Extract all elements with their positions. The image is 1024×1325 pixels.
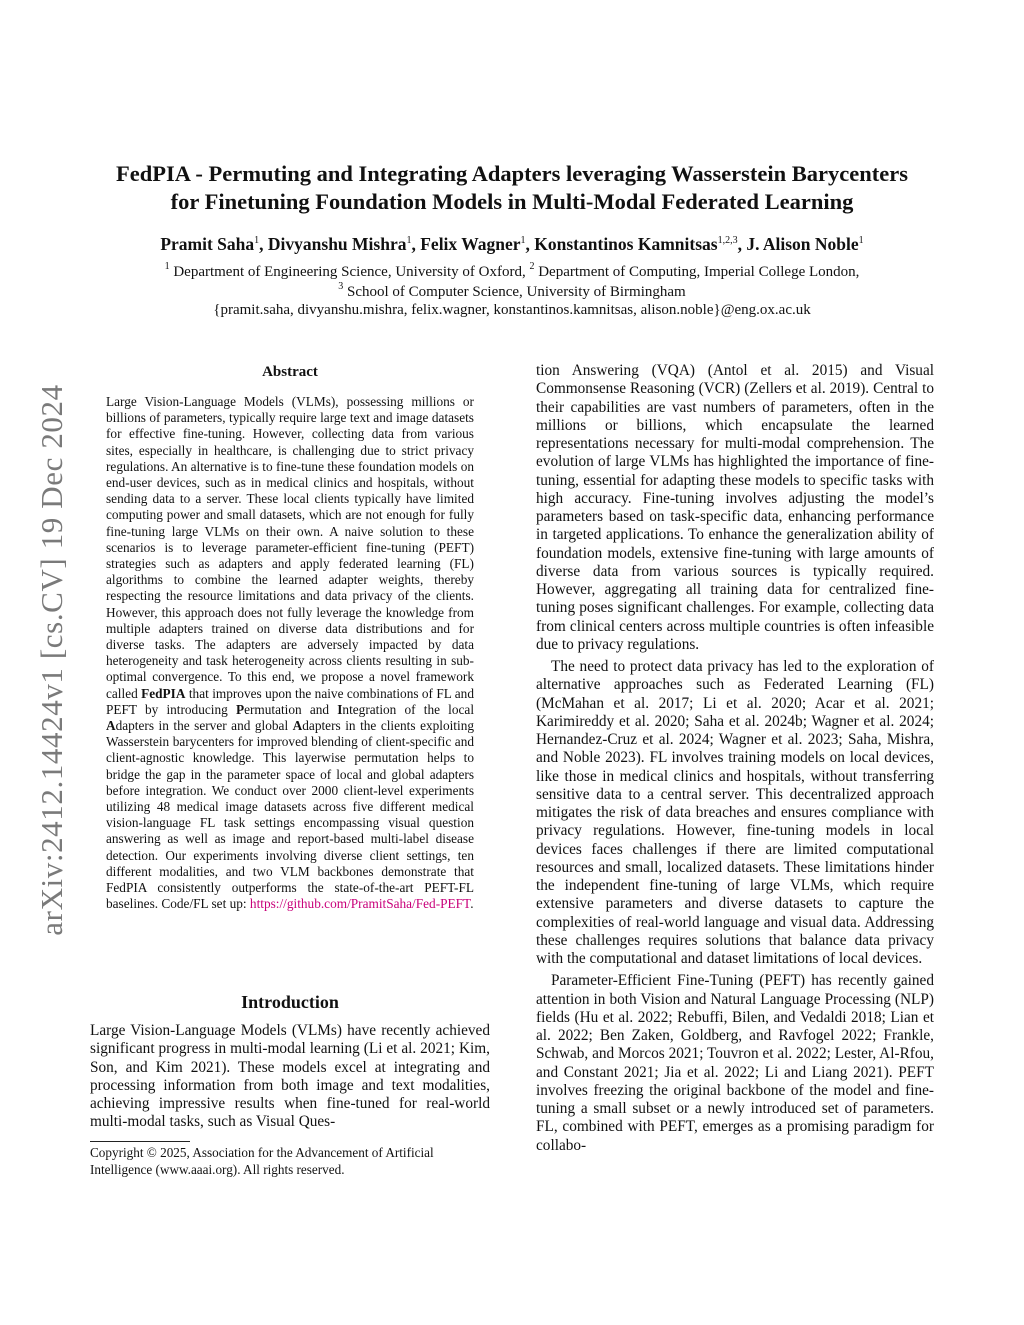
- author-name: Divyanshu Mishra: [267, 234, 407, 254]
- author-list: Pramit Saha$^1$, Divyanshu Mishra$^1$, Felix Wagner$^1$, Konstantinos Kamnitsas$^{1,2,3}$, J. Alison Noble$^1$: [160, 234, 864, 254]
- author-name: Felix Wagner: [420, 234, 521, 254]
- code-repository-link[interactable]: https://github.com/PramitSaha/Fed-PEFT: [249, 896, 471, 912]
- affiliation-line-2: $^3$ School of Computer Science, University of Birmingham: [338, 281, 686, 300]
- intro-paragraph: Parameter-Efficient Fine-Tuning (PEFT) has recently gained attention in both Vision and Natural Language Processing (NLP) fields (Hu et al. 2022; Rebuffi, Bilen, and Vedaldi 2018; Lian et al. 2022; Ben Zaken, Goldberg, and Ravfogel 2022; Frankle, Schwab, and Morcos 2021; Touvron et al. 2022; Lester, Al-Rfou, and Constant 2021; Jia et al. 2022; Li and Liang 2021). PEFT involves freezing the original backbone of the model and fine-tuning a small subset or a newly introduced set of parameters. FL, combined with PEFT, emerges as a promising paradigm for collabo-: [536, 972, 934, 1154]
- intro-paragraph: tion Answering (VQA) (Antol et al. 2015) and Visual Commonsense Reasoning (VCR) (Zellers et al. 2019). Central to their capabilities are vast numbers of parameters, often in the millions or billions, which encapsulate the learned representations necessary for multi-modal comprehension. The evolution of large VLMs has highlighted the importance of fine-tuning, essential for adapting these models to specific tasks with high accuracy. Fine-tuning involves adjusting the model’s parameters based on task-specific data, enhancing performance in targeted applications. To enhance the generalization ability of foundation models, extensive fine-tuning with large amounts of diverse data from various sources is typically required. However, aggregating all training data for centralized fine-tuning poses significant challenges. For example, collecting data from clinical centers across multiple countries is often infeasible due to privacy regulations.: [536, 362, 934, 653]
- author-emails: {pramit.saha, divyanshu.mishra, felix.wagner, konstantinos.kamnitsas, alison.noble}@eng.ox.ac.uk: [213, 302, 811, 318]
- author-name: Konstantinos Kamnitsas: [534, 234, 718, 254]
- title-line-2: for Finetuning Foundation Models in Multi-Modal Federated Learning: [170, 189, 854, 214]
- title-line-1: FedPIA - Permuting and Integrating Adapters leveraging Wasserstein Barycenters: [115, 161, 908, 186]
- author-affiliation-mark: 1: [406, 235, 412, 246]
- affiliation-line-1: $^1$ Department of Engineering Science, University of Oxford, $^2$ Department of Computing, Imperial College London,: [164, 261, 860, 280]
- introduction-heading: Introduction: [241, 992, 339, 1012]
- author-affiliation-mark: 1,2,3: [717, 235, 738, 246]
- affiliation-oxford: Department of Engineering Science, University of Oxford,: [173, 264, 526, 280]
- author-name: Pramit Saha: [160, 234, 255, 254]
- abstract-body: Large Vision-Language Models (VLMs), possessing millions or billions of parameters, typically require large text and image datasets for effective fine-tuning. However, collecting data from various sites, especially in healthcare, is challenging due to strict privacy regulations. An alternative is to fine-tune these foundation models on end-user devices, such as in medical clinics and hospitals, without sending data to a server. These local clients typically have limited computing power and small datasets, which are not enough for fully fine-tuning large VLMs on their own. A naive solution to these scenarios is to leverage parameter-efficient fine-tuning (PEFT) strategies such as adapters and apply federated learning (FL) algorithms to combine the learned adapter weights, thereby respecting the resource limitations and data privacy of the clients. However, this approach does not fully leverage the knowledge from multiple adapters trained on diverse data distributions and for diverse tasks. The adapters are adversely impacted by data heterogeneity and task heterogeneity across clients resulting in sub-optimal convergence. To this end, we propose a novel framework called FedPIA that improves upon the naive combinations of FL and PEFT by introducing Permutation and Integration of the local Adapters in the server and global Adapters in the clients exploiting Wasserstein barycenters for improved blending of client-specific and client-agnostic knowledge. This layerwise permutation helps to bridge the gap in the parameter space of local and global adapters before integration. We conduct over 2000 client-level experiments utilizing 48 medical image datasets across five different medical vision-language FL task settings encompassing visual question answering as well as image and report-based multi-label disease detection. Our experiments involving diverse client settings, ten different modalities, and two VLM backbones demonstrate that FedPIA consistently outperforms the state-of-the-art PEFT-FL baselines. Code/FL set up: https://github.com/PramitSaha/Fed-PEFT.: [106, 394, 475, 912]
- introduction-right-column: [536, 362, 934, 1155]
- intro-paragraph: Large Vision-Language Models (VLMs) have recently achieved significant progress in multi-modal learning (Li et al. 2021; Kim, Son, and Kim 2021). These models excel at integrating and processing information from both image and text modalities, achieving impressive results when fine-tuned for real-world multi-modal tasks, such as Visual Ques-: [90, 1022, 490, 1131]
- author-affiliation-mark: 1: [520, 235, 526, 246]
- affiliation-imperial: Department of Computing, Imperial College London,: [538, 264, 860, 280]
- paper-title: [60, 160, 964, 216]
- intro-paragraph: The need to protect data privacy has led to the exploration of alternative approaches such as Federated Learning (FL) (McMahan et al. 2017; Li et al. 2020; Acar et al. 2021; Karimireddy et al. 2020; Saha et al. 2024b; Wagner et al. 2024; Hernandez-Cruz et al. 2024; Wagner et al. 2023; Saha, Mishra, and Noble 2023). FL involves training models on local devices, like those in medical clinics and hospitals, without transferring sensitive data to a central server. This decentralized approach mitigates the risk of data breaches and ensures compliance with privacy regulations. However, fine-tuning models in local devices faces challenges if there are limited computational resources and small, localized datasets. These limitations hinder the independent fine-tuning of large VLMs, which require extensive parameters and diverse datasets to capture the complexities of real-world language and visual data. Addressing these challenges requires solutions that balance data privacy with the computational and dataset limitations of local devices.: [536, 658, 934, 967]
- footnote-rule: [90, 1141, 190, 1142]
- copyright-footnote: Copyright © 2025, Association for the Advancement of Artificial Intelligence (www.aaai.org). All rights reserved.: [90, 1145, 434, 1177]
- author-affiliation-mark: 1: [254, 235, 260, 246]
- author-name: J. Alison Noble: [746, 234, 859, 254]
- introduction-left-column: [90, 1022, 490, 1132]
- author-affiliation-mark: 1: [858, 235, 864, 246]
- affiliation-birmingham: School of Computer Science, University of Birmingham: [347, 284, 686, 300]
- abstract-heading: Abstract: [262, 364, 318, 380]
- arxiv-identifier: arXiv:2412.14424v1 [cs.CV] 19 Dec 2024: [34, 384, 69, 936]
